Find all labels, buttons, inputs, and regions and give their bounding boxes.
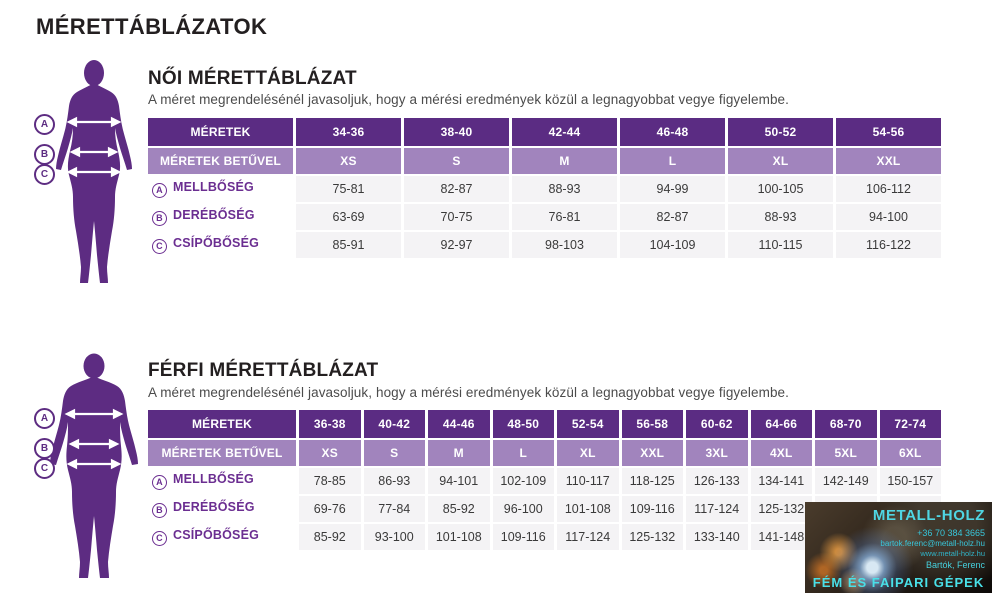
measurement-value-cell: 86-93: [364, 468, 426, 494]
watermark-website: www.metall-holz.hu: [920, 549, 985, 558]
size-column-header: 56-58: [622, 410, 684, 438]
size-letter-cell: M: [428, 440, 490, 466]
size-column-header: 42-44: [512, 118, 617, 146]
measurement-value-cell: 117-124: [557, 524, 619, 550]
measurement-row-label: [148, 468, 296, 494]
size-letter-cell: XL: [728, 148, 833, 174]
size-letter-cell: L: [620, 148, 725, 174]
measure-point-a-badge: A: [34, 408, 55, 429]
measure-letter-badge: B: [152, 211, 167, 226]
size-letter-cell: 3XL: [686, 440, 748, 466]
measurement-value-cell: 109-116: [493, 524, 555, 550]
measurement-value-cell: 88-93: [728, 204, 833, 230]
measurement-value-cell: 150-157: [880, 468, 942, 494]
measurement-row-label: [148, 204, 293, 230]
measurement-value-cell: 110-117: [557, 468, 619, 494]
size-column-header: 52-54: [557, 410, 619, 438]
measure-point-b-badge: B: [34, 144, 55, 165]
size-letter-cell: S: [364, 440, 426, 466]
measurement-value-cell: 101-108: [428, 524, 490, 550]
measurement-value-cell: 82-87: [620, 204, 725, 230]
measurement-value-cell: 69-76: [299, 496, 361, 522]
measurement-row: [148, 204, 941, 230]
size-column-header: 68-70: [815, 410, 877, 438]
women-section-title: NŐI MÉRETTÁBLÁZAT: [148, 68, 357, 89]
measurement-value-cell: 63-69: [296, 204, 401, 230]
measurement-value-cell: 100-105: [728, 176, 833, 202]
measurement-value-cell: 102-109: [493, 468, 555, 494]
men-section-subtitle: A méret megrendelésénél javasoljuk, hogy a mérési eredmények közül a legnagyobbat vegye figyelembe.: [148, 385, 790, 400]
watermark-person: Bartók, Ferenc: [925, 560, 985, 570]
measurement-value-cell: 142-149: [815, 468, 877, 494]
women-size-table: [145, 116, 944, 260]
measurement-value-cell: 88-93: [512, 176, 617, 202]
measurement-value-cell: 125-132: [751, 496, 813, 522]
measure-point-c-badge: C: [34, 458, 55, 479]
size-letter-cell: 6XL: [880, 440, 942, 466]
size-header-row: [148, 410, 941, 438]
size-column-header: 50-52: [728, 118, 833, 146]
size-letter-cell: 4XL: [751, 440, 813, 466]
size-column-header: 60-62: [686, 410, 748, 438]
size-column-header: 44-46: [428, 410, 490, 438]
size-letter-cell: XS: [299, 440, 361, 466]
measurement-value-cell: 98-103: [512, 232, 617, 258]
measurement-value-cell: 94-99: [620, 176, 725, 202]
measurement-value-cell: 101-108: [557, 496, 619, 522]
measure-point-c-badge: C: [34, 164, 55, 185]
measurement-value-cell: 116-122: [836, 232, 941, 258]
measurement-row: [148, 232, 941, 258]
measurement-value-cell: 92-97: [404, 232, 509, 258]
measure-point-a-badge: A: [34, 114, 55, 135]
measurement-row-label: [148, 496, 296, 522]
size-column-header: 34-36: [296, 118, 401, 146]
men-section-title: FÉRFI MÉRETTÁBLÁZAT: [148, 360, 379, 381]
sizes-header-label: MÉRETEK: [148, 410, 296, 438]
size-column-header: 38-40: [404, 118, 509, 146]
measurement-name: DERÉBŐSÉG: [173, 208, 255, 223]
measurement-row-label: [148, 176, 293, 202]
size-letter-cell: L: [493, 440, 555, 466]
measurement-value-cell: 94-101: [428, 468, 490, 494]
measurement-value-cell: 75-81: [296, 176, 401, 202]
measurement-value-cell: 110-115: [728, 232, 833, 258]
watermark-email: bartok.ferenc@metall-holz.hu: [880, 539, 985, 548]
size-column-header: 64-66: [751, 410, 813, 438]
letters-header-label: MÉRETEK BETŰVEL: [148, 148, 293, 174]
measurement-row-label: [148, 232, 293, 258]
size-letter-cell: XXL: [836, 148, 941, 174]
size-letter-cell: XL: [557, 440, 619, 466]
sizes-header-label: MÉRETEK: [148, 118, 293, 146]
watermark-phone: +36 70 384 3665: [917, 528, 985, 538]
letter-header-row: [148, 440, 941, 466]
size-column-header: 40-42: [364, 410, 426, 438]
letter-header-row: [148, 148, 941, 174]
measurement-value-cell: 117-124: [686, 496, 748, 522]
size-letter-cell: XS: [296, 148, 401, 174]
measurement-value-cell: 85-91: [296, 232, 401, 258]
size-column-header: 54-56: [836, 118, 941, 146]
measurement-value-cell: 133-140: [686, 524, 748, 550]
measurement-value-cell: 125-132: [622, 524, 684, 550]
measurement-value-cell: 104-109: [620, 232, 725, 258]
measurement-name: CSÍPŐBŐSÉG: [173, 528, 260, 543]
women-section-subtitle: A méret megrendelésénél javasoljuk, hogy a mérési eredmények közül a legnagyobbat vegye figyelembe.: [148, 92, 790, 107]
size-letter-cell: S: [404, 148, 509, 174]
measurement-value-cell: 134-141: [751, 468, 813, 494]
measurement-value-cell: 85-92: [428, 496, 490, 522]
measure-letter-badge: A: [152, 475, 167, 490]
measurement-value-cell: 106-112: [836, 176, 941, 202]
measurement-value-cell: 96-100: [493, 496, 555, 522]
measurement-value-cell: 76-81: [512, 204, 617, 230]
measure-letter-badge: A: [152, 183, 167, 198]
measurement-value-cell: 126-133: [686, 468, 748, 494]
letters-header-label: MÉRETEK BETŰVEL: [148, 440, 296, 466]
measure-point-b-badge: B: [34, 438, 55, 459]
measurement-value-cell: 94-100: [836, 204, 941, 230]
watermark-brand: METALL-HOLZ: [872, 507, 985, 524]
measure-letter-badge: C: [152, 239, 167, 254]
male-figure: [18, 352, 150, 590]
measurement-value-cell: 70-75: [404, 204, 509, 230]
measurement-value-cell: 77-84: [364, 496, 426, 522]
measurement-value-cell: 78-85: [299, 468, 361, 494]
size-column-header: 72-74: [880, 410, 942, 438]
metall-holz-watermark: [805, 502, 992, 593]
measure-letter-badge: B: [152, 503, 167, 518]
measurement-name: MELLBŐSÉG: [173, 180, 254, 195]
size-column-header: 46-48: [620, 118, 725, 146]
size-column-header: 48-50: [493, 410, 555, 438]
measurement-value-cell: 141-148: [751, 524, 813, 550]
size-header-row: [148, 118, 941, 146]
measurement-value-cell: 82-87: [404, 176, 509, 202]
size-letter-cell: XXL: [622, 440, 684, 466]
measurement-name: CSÍPŐBŐSÉG: [173, 236, 260, 251]
measurement-row: [148, 468, 941, 494]
measure-letter-badge: C: [152, 531, 167, 546]
measurement-row: [148, 176, 941, 202]
female-figure: [18, 58, 150, 296]
measurement-name: MELLBŐSÉG: [173, 472, 254, 487]
measurement-row-label: [148, 524, 296, 550]
size-letter-cell: 5XL: [815, 440, 877, 466]
size-letter-cell: M: [512, 148, 617, 174]
watermark-tagline: FÉM ÉS FAIPARI GÉPEK: [812, 575, 985, 590]
measurement-value-cell: 118-125: [622, 468, 684, 494]
measurement-value-cell: 85-92: [299, 524, 361, 550]
measurement-name: DERÉBŐSÉG: [173, 500, 255, 515]
size-column-header: 36-38: [299, 410, 361, 438]
page-title: MÉRETTÁBLÁZATOK: [36, 14, 268, 39]
measurement-value-cell: 109-116: [622, 496, 684, 522]
measurement-value-cell: 93-100: [364, 524, 426, 550]
